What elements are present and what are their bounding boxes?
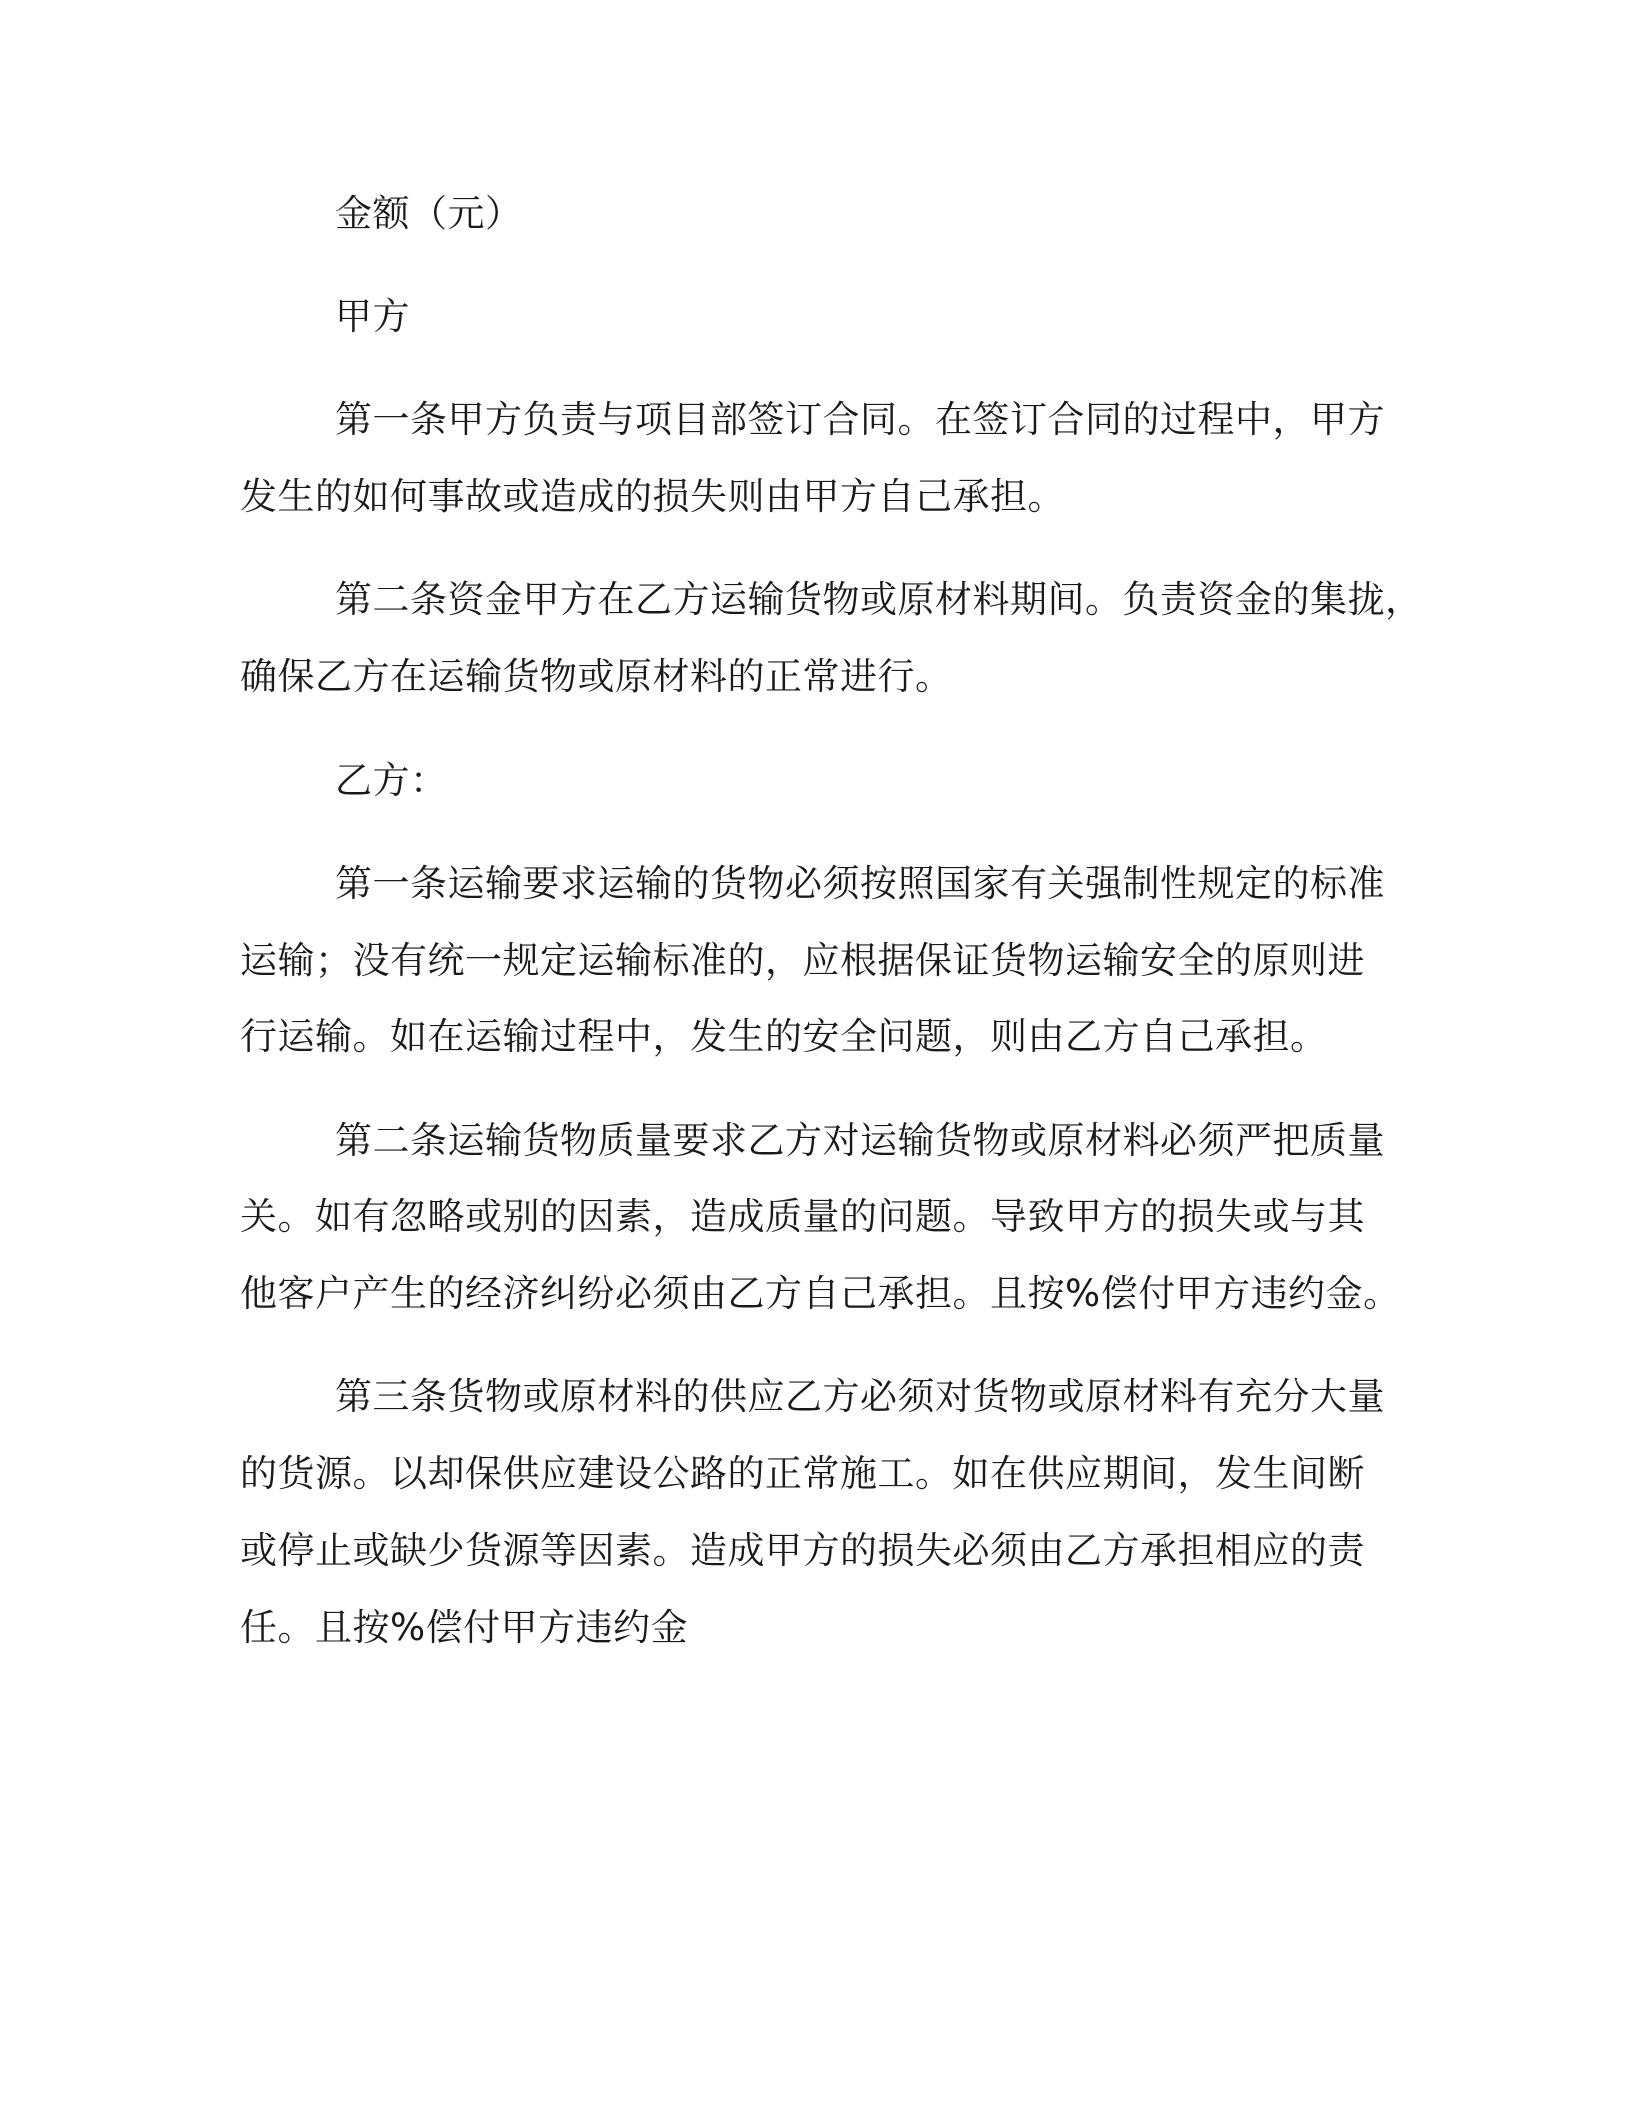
clause-line: 他客户产生的经济纠纷必须由乙方自己承担。且按%偿付甲方违约金。 — [240, 1272, 1401, 1315]
clause-line: 第一条运输要求运输的货物必须按照国家有关强制性规定的标准 — [335, 862, 1385, 905]
clause-line: 第一条甲方负责与项目部签订合同。在签订合同的过程中，甲方 — [335, 398, 1385, 441]
clause-line: 任。且按%偿付甲方违约金 — [240, 1606, 689, 1649]
party-b-heading: 乙方： — [335, 759, 448, 802]
amount-heading: 金额（元） — [335, 192, 523, 235]
clause-line: 第二条资金甲方在乙方运输货物或原材料期间。负责资金的集拢， — [335, 578, 1423, 621]
clause-line: 的货源。以却保供应建设公路的正常施工。如在供应期间，发生间断 — [240, 1452, 1365, 1495]
clause-line: 行运输。如在运输过程中，发生的安全问题，则由乙方自己承担。 — [240, 1015, 1328, 1058]
party-a-heading: 甲方 — [335, 295, 410, 338]
clause-line: 或停止或缺少货源等因素。造成甲方的损失必须由乙方承担相应的责 — [240, 1529, 1365, 1572]
clause-line: 发生的如何事故或造成的损失则由甲方自己承担。 — [240, 475, 1065, 518]
clause-line: 确保乙方在运输货物或原材料的正常进行。 — [240, 655, 953, 698]
clause-line: 运输；没有统一规定运输标准的，应根据保证货物运输安全的原则进 — [240, 939, 1365, 982]
clause-line: 第二条运输货物质量要求乙方对运输货物或原材料必须严把质量 — [335, 1119, 1385, 1162]
clause-line: 关。如有忽略或别的因素，造成质量的问题。导致甲方的损失或与其 — [240, 1195, 1365, 1238]
clause-line: 第三条货物或原材料的供应乙方必须对货物或原材料有充分大量 — [335, 1375, 1385, 1418]
